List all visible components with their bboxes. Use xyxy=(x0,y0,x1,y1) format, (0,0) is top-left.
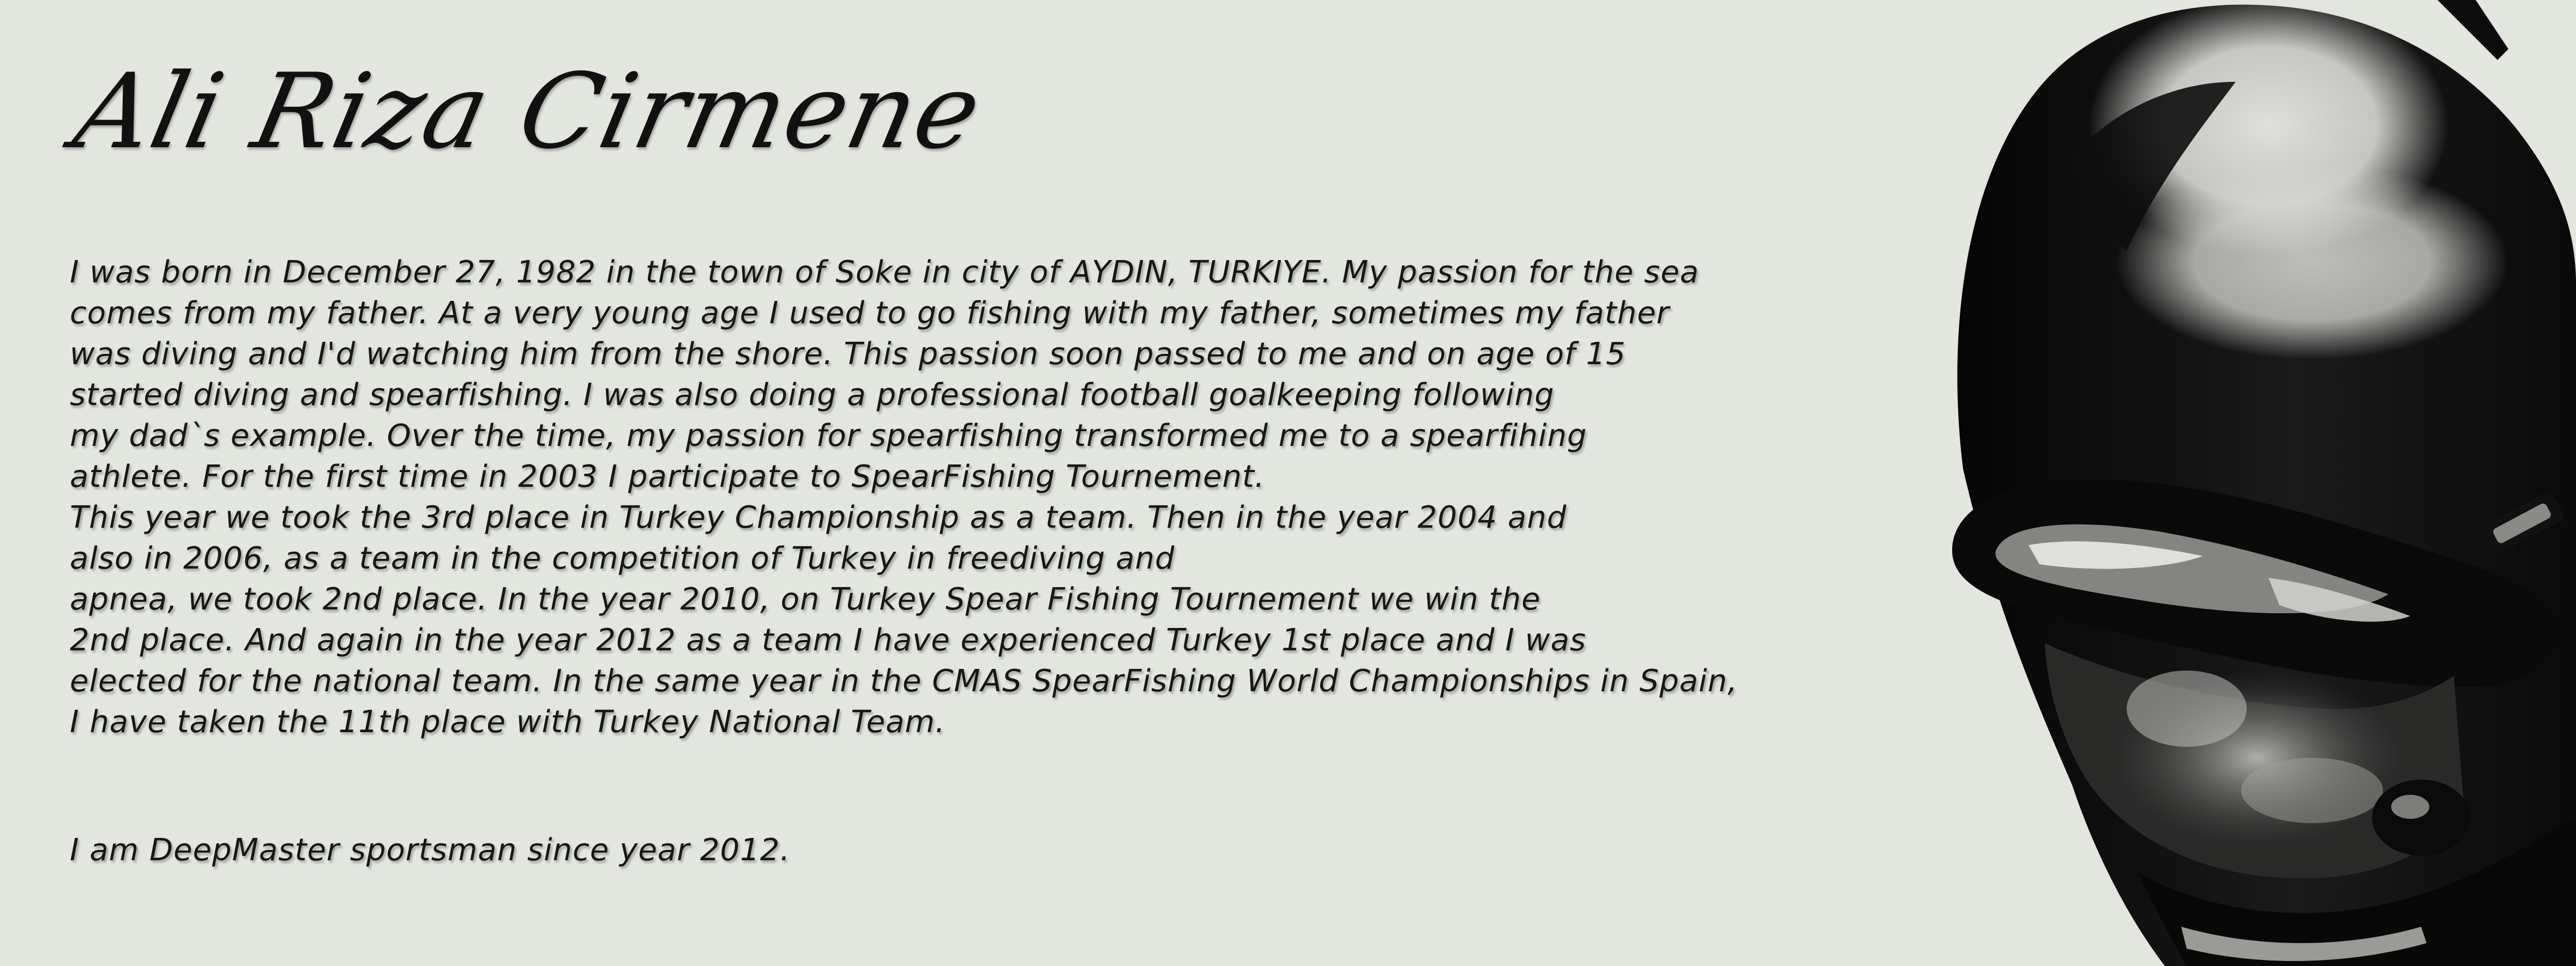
biography-line: my dad`s example. Over the time, my passion for spearfishing transformed me to a spearfihing xyxy=(70,418,1587,454)
biography-line: elected for the national team. In the same year in the CMAS SpearFishing World Championships in Spain, xyxy=(70,663,1738,699)
biography-text xyxy=(70,252,1967,742)
biography-line: was diving and I'd watching him from the shore. This passion soon passed to me and on age of 15 xyxy=(70,336,1626,372)
biography-line: comes from my father. At a very young age I used to go fishing with my father, sometimes my father xyxy=(70,295,1670,331)
athlete-name-title: Ali Riza Cirmene xyxy=(64,51,992,172)
biography-line: I have taken the 11th place with Turkey National Team. xyxy=(70,704,946,740)
diver-portrait-image xyxy=(1930,0,2576,966)
biography-line: apnea, we took 2nd place. In the year 2010, on Turkey Spear Fishing Tournement we win the xyxy=(70,582,1541,617)
biography-line: I was born in December 27, 1982 in the town of Soke in city of AYDIN, TURKIYE. My passion for the sea xyxy=(70,255,1699,290)
biography-line: started diving and spearfishing. I was also doing a professional football goalkeeping following xyxy=(70,377,1555,413)
snorkel-mouthpiece xyxy=(2372,780,2470,856)
sponsor-statement: I am DeepMaster sportsman since year 2012. xyxy=(70,832,791,868)
biography-line: also in 2006, as a team in the competition of Turkey in freediving and xyxy=(70,541,1175,576)
biography-line: This year we took the 3rd place in Turkey Championship as a team. Then in the year 2004 and xyxy=(70,500,1567,535)
snorkel-shape xyxy=(2437,0,2508,60)
biography-line: 2nd place. And again in the year 2012 as a team I have experienced Turkey 1st place and I was xyxy=(70,623,1586,658)
biography-line: athlete. For the first time in 2003 I participate to SpearFishing Tournement. xyxy=(70,459,1265,494)
